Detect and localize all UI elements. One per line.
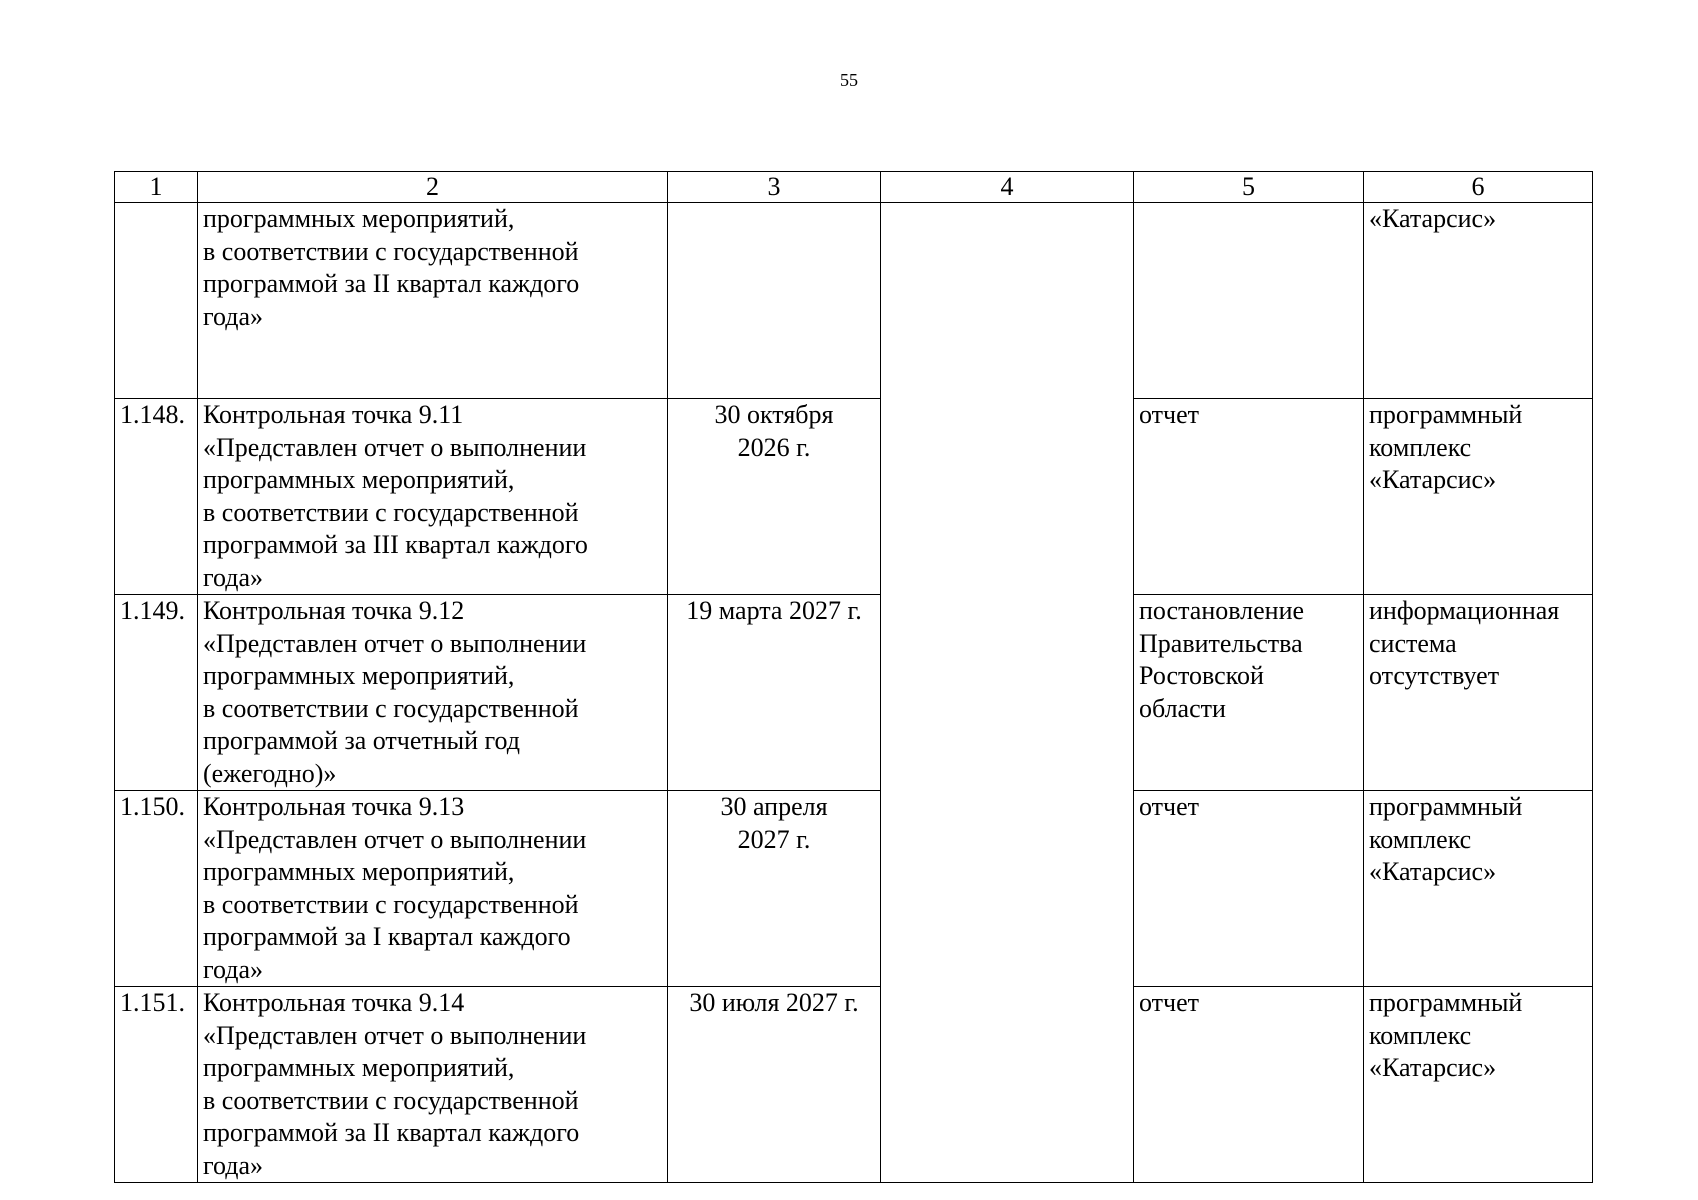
row-number: 1.148.: [115, 399, 198, 595]
row-description: Контрольная точка 9.14 «Представлен отчет о выполнении программных мероприятий, в соответствии с государственной программой за II квартал каждого года»: [198, 987, 668, 1183]
page-number: 55: [840, 70, 858, 90]
row-description: Контрольная точка 9.13 «Представлен отчет о выполнении программных мероприятий, в соответствии с государственной программой за I квартал каждого года»: [198, 791, 668, 987]
row-number: [115, 203, 198, 399]
row-date: [668, 203, 881, 399]
header-col-4: 4: [881, 172, 1134, 203]
row-document-type: отчет: [1134, 987, 1364, 1183]
row-date: 30 июля 2027 г.: [668, 987, 881, 1183]
row-info-system: программный комплекс «Катарсис»: [1364, 399, 1593, 595]
merged-col-4: [881, 203, 1134, 1183]
header-col-6: 6: [1364, 172, 1593, 203]
row-number: 1.151.: [115, 987, 198, 1183]
row-info-system: программный комплекс «Катарсис»: [1364, 791, 1593, 987]
table-row: [115, 595, 1593, 791]
row-document-type: [1134, 203, 1364, 399]
table-row: [115, 399, 1593, 595]
control-points-table: [114, 171, 1593, 1183]
table-row: [115, 987, 1593, 1183]
row-info-system: программный комплекс «Катарсис»: [1364, 987, 1593, 1183]
row-date: 19 марта 2027 г.: [668, 595, 881, 791]
header-col-5: 5: [1134, 172, 1364, 203]
table-row: [115, 203, 1593, 399]
header-col-2: 2: [198, 172, 668, 203]
row-description: программных мероприятий, в соответствии с государственной программой за II квартал каждого года»: [198, 203, 668, 399]
header-col-3: 3: [668, 172, 881, 203]
header-col-1: 1: [115, 172, 198, 203]
row-document-type: постановление Правительства Ростовской области: [1134, 595, 1364, 791]
table-row: [115, 791, 1593, 987]
row-date: 30 октября 2026 г.: [668, 399, 881, 595]
row-info-system: информационная система отсутствует: [1364, 595, 1593, 791]
row-document-type: отчет: [1134, 399, 1364, 595]
row-document-type: отчет: [1134, 791, 1364, 987]
row-description: Контрольная точка 9.12 «Представлен отчет о выполнении программных мероприятий, в соответствии с государственной программой за отчетный год (ежегодно)»: [198, 595, 668, 791]
row-number: 1.149.: [115, 595, 198, 791]
row-description: Контрольная точка 9.11 «Представлен отчет о выполнении программных мероприятий, в соответствии с государственной программой за III квартал каждого года»: [198, 399, 668, 595]
row-number: 1.150.: [115, 791, 198, 987]
table-header-row: [115, 172, 1593, 203]
row-info-system: «Катарсис»: [1364, 203, 1593, 399]
row-date: 30 апреля 2027 г.: [668, 791, 881, 987]
